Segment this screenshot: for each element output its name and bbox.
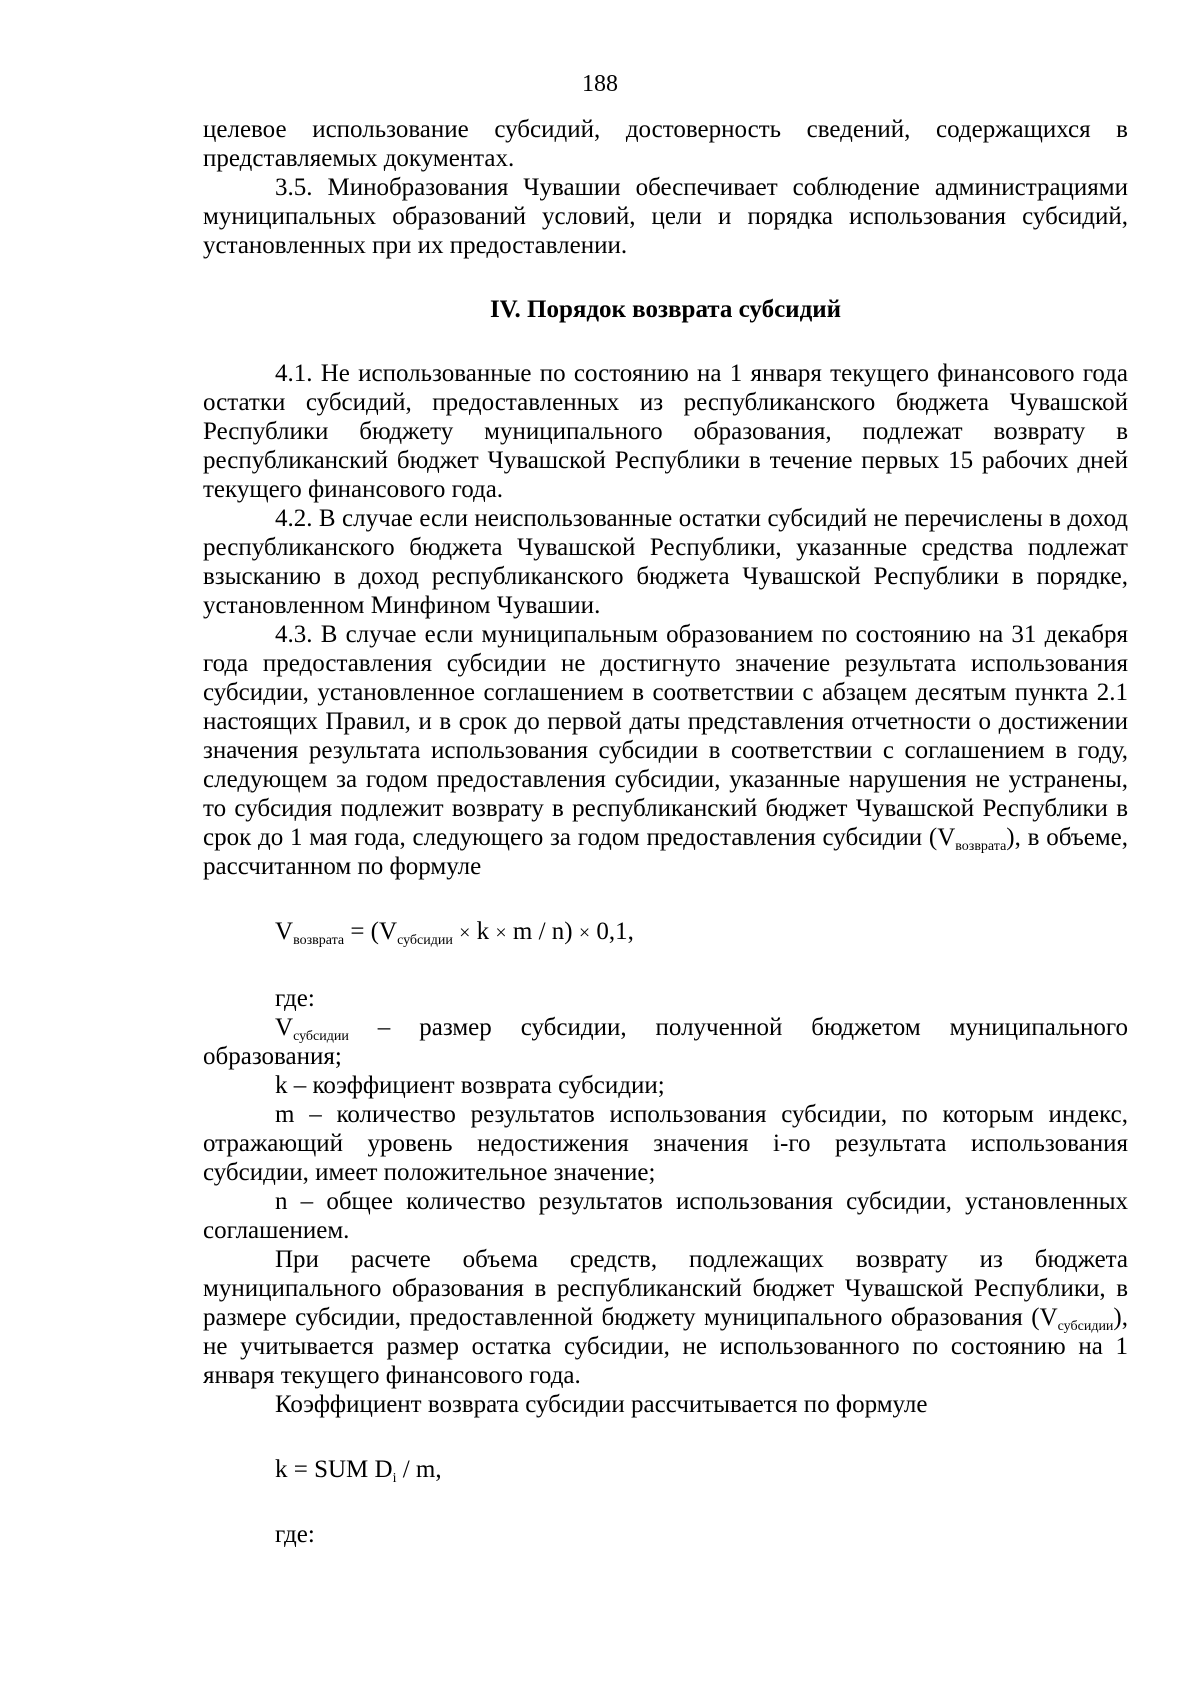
section-heading: IV. Порядок возврата субсидий bbox=[489, 296, 842, 323]
paragraph-4-3 bbox=[203, 620, 1128, 881]
paragraph-4-3-tail: ), в объеме, рассчитанном по формуле bbox=[203, 824, 1129, 880]
definition-v-subsidii: $V_{субсидии}$ – размер субсидии, полученной бюджетом муниципального образования; bbox=[203, 1014, 1128, 1070]
formula-v-vozvrata: $V_{возврата} = (V_{субсидии} \times k \times m / n) \times 0,1$, bbox=[275, 918, 634, 948]
page-number: 188 bbox=[582, 71, 618, 97]
paragraph-k-intro: Коэффициент возврата субсидии рассчитывается по формуле bbox=[275, 1391, 928, 1418]
where-label-1: где: bbox=[275, 985, 315, 1012]
paragraph-calculation: При расчете объема средств, подлежащих возврату из бюджета муниципального образования в республиканский бюджет Чувашской Республики, в размере субсидии, предоставленной бюджету муниципального образования $(V_{субсидии})$, не учитывается размер остатка субсидии, не использованного по состоянию на 1 января текущего финансового года. bbox=[203, 1246, 1128, 1389]
paragraph-4-1: 4.1. Не использованные по состоянию на 1 января текущего финансового года остатки субсидий, предоставленных из республиканского бюджета Чувашской Республики бюджету муниципального образования, подлежат возврату в республиканский бюджет Чувашской Республики в течение первых 15 рабочих дней текущего финансового года. bbox=[203, 360, 1128, 503]
definition-m: m – количество результатов использования субсидии, по которым индекс, отражающий уровень недостижения значения i-го результата использования субсидии, имеет положительное значение; bbox=[203, 1101, 1128, 1186]
formula-k: k = SUM $D_i$ / m, bbox=[275, 1456, 442, 1486]
definition-k: k – коэффициент возврата субсидии; bbox=[275, 1072, 665, 1099]
paragraph-4-2: 4.2. В случае если неиспользованные остатки субсидий не перечислены в доход республиканского бюджета Чувашской Республики, указанные средства подлежат взысканию в доход республиканского бюджета Чувашской Республики в порядке, установленном Минфином Чувашии. bbox=[203, 505, 1128, 619]
where-label-2: где: bbox=[275, 1521, 315, 1548]
paragraph-3-5: 3.5. Минобразования Чувашии обеспечивает соблюдение администрациями муниципальных образований условий, цели и порядка использования субсидий, установленных при их предоставлении. bbox=[203, 174, 1128, 259]
paragraph-continuation: целевое использование субсидий, достоверность сведений, содержащихся в представляемых документах. bbox=[203, 116, 1128, 172]
definition-n: n – общее количество результатов использования субсидии, установленных соглашением. bbox=[203, 1188, 1128, 1244]
paragraph-4-3-text: 4.3. В случае если муниципальным образованием по состоянию на 31 декабря года предоставления субсидии не достигнуто значение результата использования субсидии, установленное соглашением в соответствии с абзацем десятым пункта 2.1 настоящих Правил, и в срок до первой даты представления отчетности о достижении значения результата использования субсидии в соответствии с соглашением в году, следующем за годом предоставления субсидии, указанные нарушения не устранены, то субсидия подлежит возврату в республиканский бюджет Чувашской Республики в срок до 1 мая года, следующего за годом предоставления субсидии (V bbox=[203, 621, 1128, 851]
document-body bbox=[203, 115, 1128, 1549]
subscript-vozvrata: возврата bbox=[955, 839, 1007, 854]
